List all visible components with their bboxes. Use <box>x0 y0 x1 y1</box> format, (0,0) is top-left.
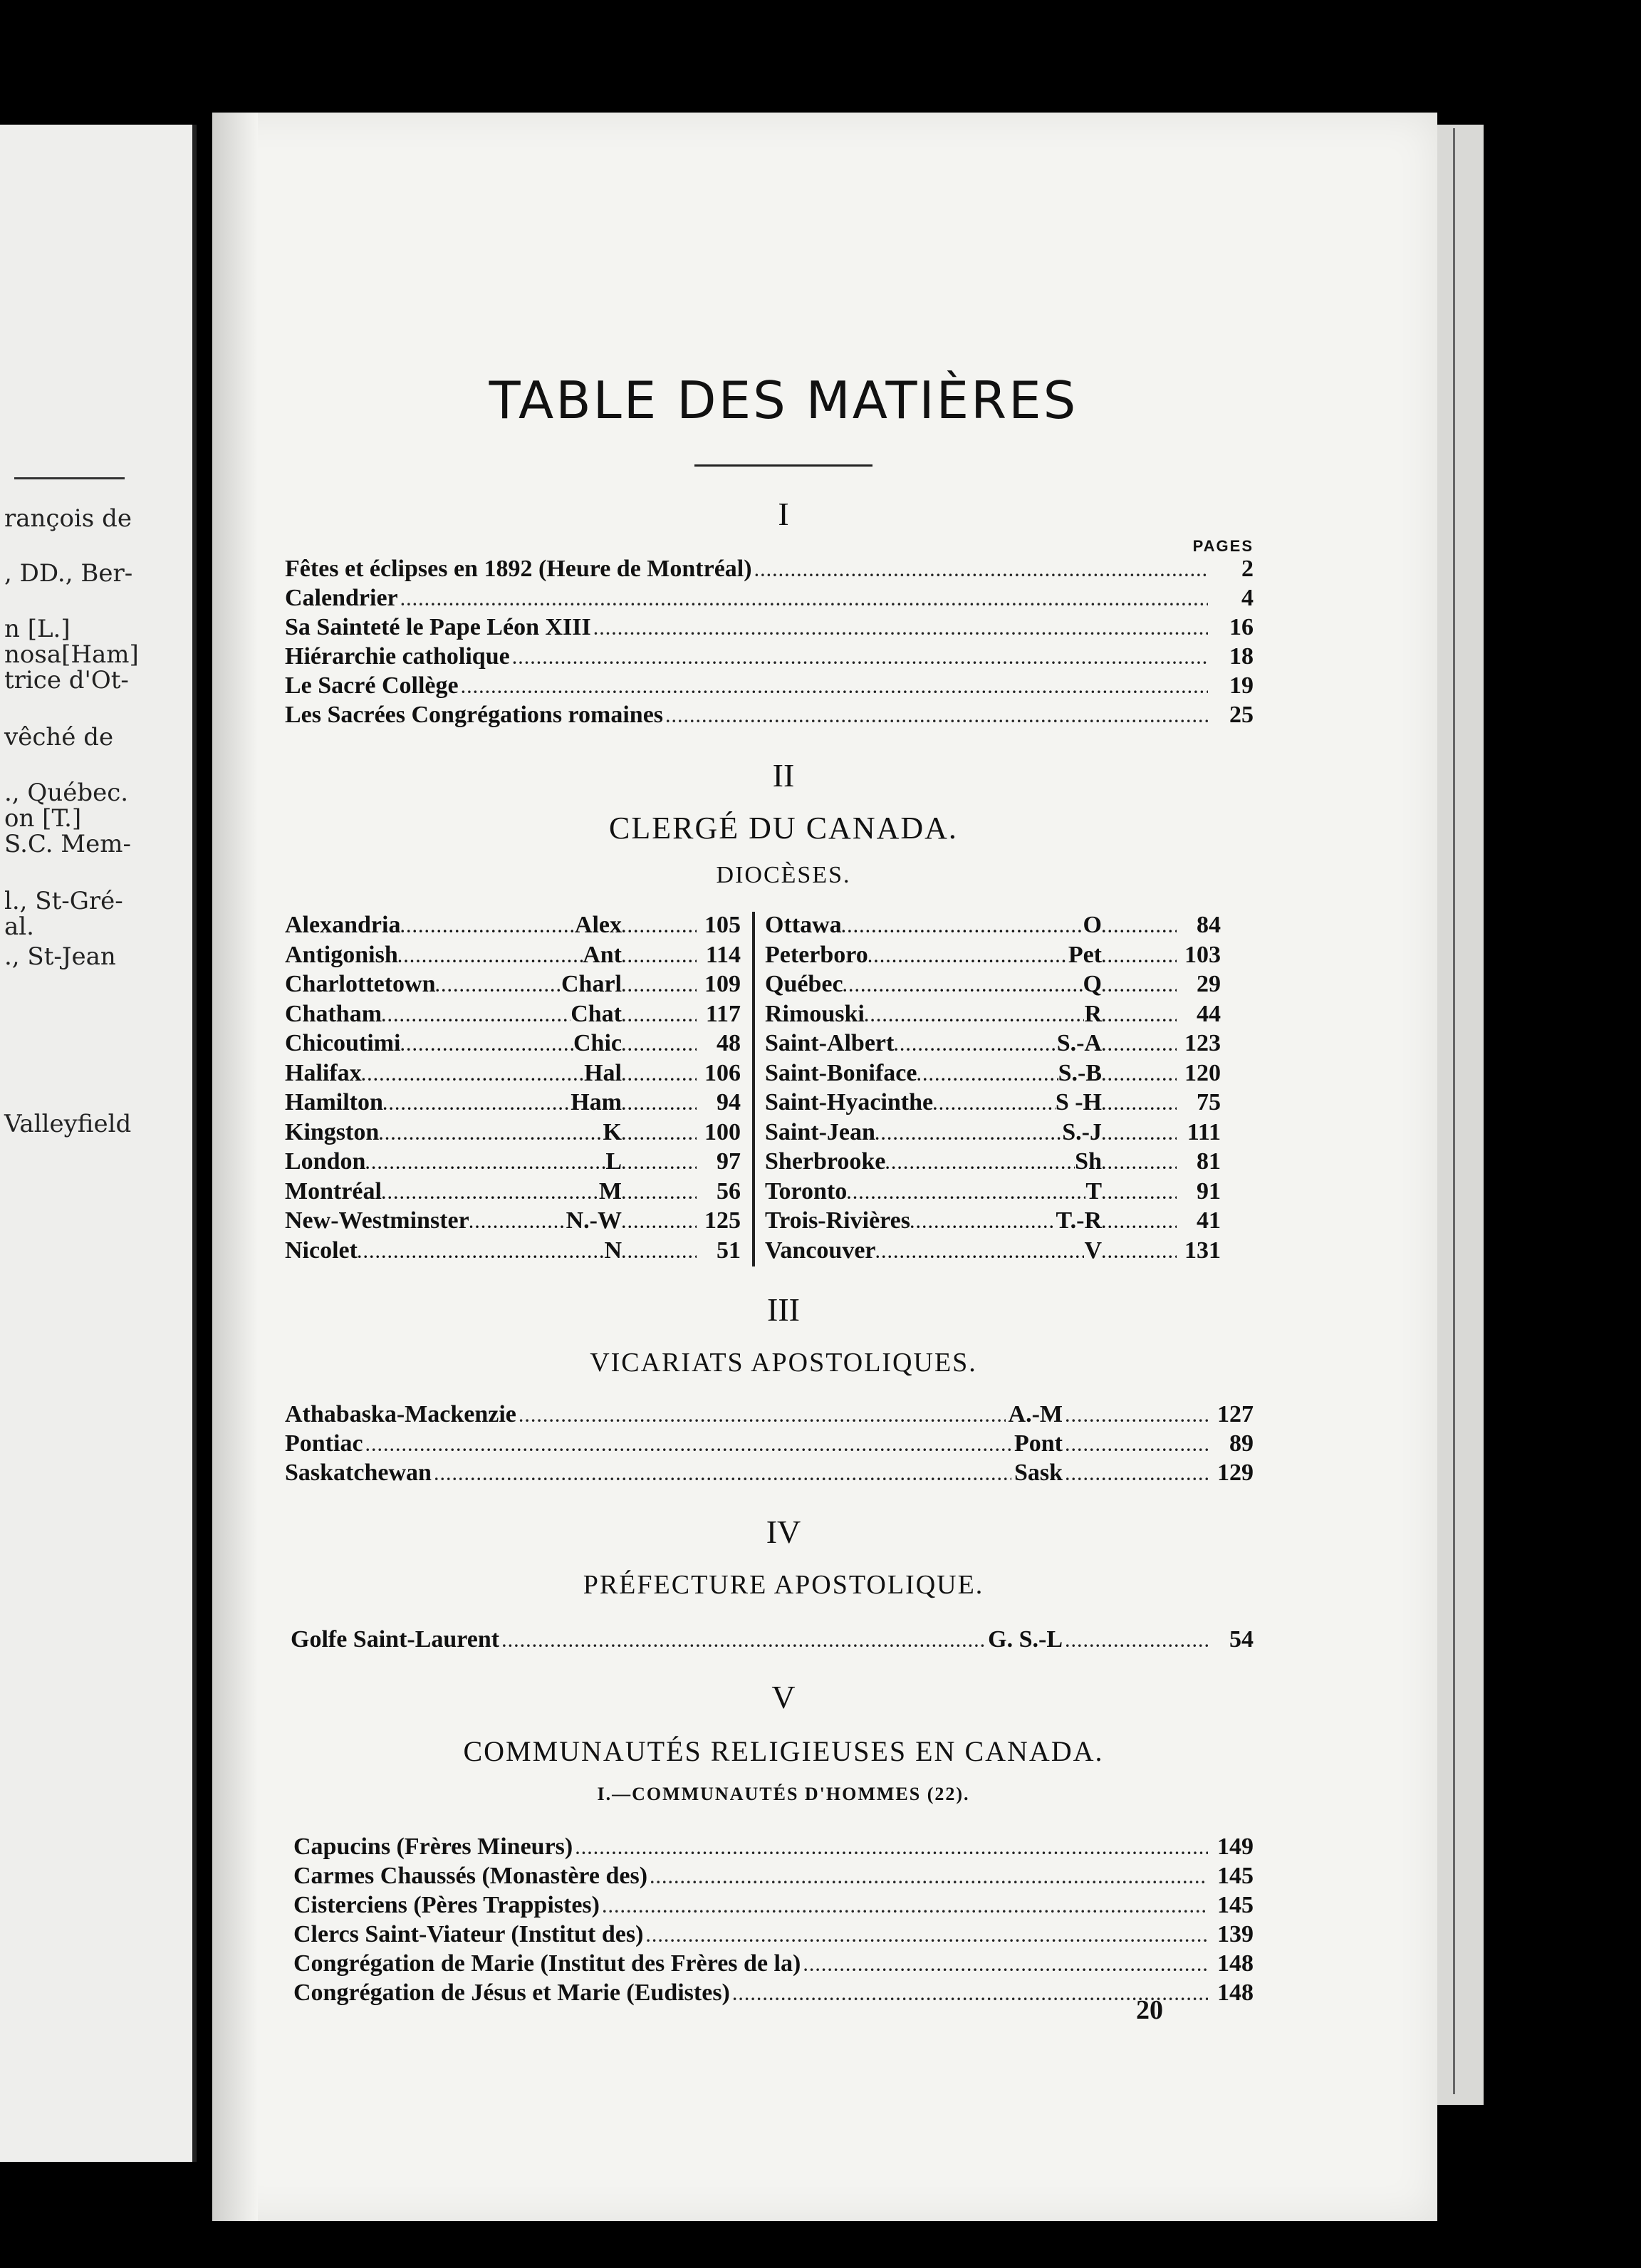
leader-dots <box>1102 1239 1177 1267</box>
leader-dots <box>875 1121 1062 1149</box>
diocese-row <box>765 1119 1221 1149</box>
section-title: CLERGÉ DU CANADA. <box>609 811 958 846</box>
previous-page-line: ., St-Jean <box>4 942 116 971</box>
toc-entry-abbreviation: G. S.-L <box>988 1626 1063 1653</box>
toc-entry <box>285 1460 1254 1489</box>
diocese-row <box>765 971 1221 1001</box>
leader-dots <box>1066 1432 1208 1460</box>
diocese-row <box>285 1119 741 1149</box>
leader-dots <box>379 1121 603 1149</box>
toc-entry-page: 148 <box>1217 1980 1254 2006</box>
leader-dots <box>400 1032 573 1060</box>
section-roman-numeral: IV <box>766 1514 801 1550</box>
diocese-row <box>765 912 1221 942</box>
diocese-row <box>285 1178 741 1208</box>
diocese-page: 81 <box>1197 1148 1221 1175</box>
diocese-abbreviation: Alex <box>574 912 622 938</box>
diocese-page: 117 <box>705 1000 741 1027</box>
diocese-abbreviation: R <box>1084 1000 1102 1027</box>
toc-entry-label: Clercs Saint-Viateur (Institut des) <box>293 1921 644 1947</box>
toc-entry-label: Sa Sainteté le Pape Léon XIII <box>285 614 591 640</box>
diocese-row <box>285 1001 741 1031</box>
toc-entry-page: 25 <box>1229 702 1254 728</box>
leader-dots <box>622 1150 697 1178</box>
diocese-abbreviation: Charl <box>561 971 622 997</box>
toc-entry <box>293 1892 1254 1921</box>
leader-dots <box>842 914 1083 942</box>
leader-dots <box>622 1210 697 1237</box>
toc-entry-page: 89 <box>1229 1430 1254 1457</box>
diocese-page: 100 <box>704 1118 741 1145</box>
leader-dots <box>622 1032 697 1060</box>
diocese-page: 131 <box>1184 1237 1221 1264</box>
diocese-name: Saint-Hyacinthe <box>765 1089 934 1115</box>
diocese-name: Québec <box>765 971 843 997</box>
toc-entry-page: 139 <box>1217 1921 1254 1947</box>
section-4-entries <box>285 1626 1254 1655</box>
diocese-name: Vancouver <box>765 1237 876 1264</box>
leader-dots <box>382 1003 571 1031</box>
diocese-page: 56 <box>717 1177 741 1205</box>
leader-dots <box>1102 944 1177 972</box>
toc-entry-label: Cisterciens (Pères Trappistes) <box>293 1892 600 1918</box>
leader-dots <box>1102 914 1177 942</box>
dioceses-table <box>285 912 1254 1266</box>
leader-dots <box>1102 1091 1177 1119</box>
diocese-name: Trois-Rivières <box>765 1207 910 1234</box>
diocese-abbreviation: Chat <box>571 1000 622 1027</box>
leader-dots <box>622 914 697 942</box>
diocese-page: 44 <box>1197 1000 1221 1027</box>
toc-entry-label: Le Sacré Collège <box>285 672 459 699</box>
leader-dots <box>366 1432 1011 1460</box>
title-rule <box>694 464 872 467</box>
diocese-name: Saint-Jean <box>765 1118 875 1145</box>
toc-entry-label: Congrégation de Marie (Institut des Frères de la) <box>293 1950 801 1977</box>
diocese-row <box>285 1148 741 1178</box>
toc-entry-page: 19 <box>1229 672 1254 699</box>
leader-dots <box>594 616 1208 643</box>
diocese-row <box>285 1060 741 1090</box>
diocese-row <box>285 1030 741 1060</box>
leader-dots <box>622 1239 697 1267</box>
toc-entry-page: 18 <box>1229 643 1254 670</box>
diocese-name: Antigonish <box>285 941 398 968</box>
toc-entry <box>285 702 1254 731</box>
leader-dots <box>1066 1403 1208 1430</box>
toc-entry-page: 2 <box>1241 556 1254 582</box>
diocese-row <box>285 912 741 942</box>
diocese-name: Ottawa <box>765 912 842 938</box>
diocese-row <box>765 1207 1221 1237</box>
leader-dots <box>401 587 1208 614</box>
leader-dots <box>933 1091 1056 1119</box>
diocese-page: 114 <box>705 941 741 968</box>
diocese-row <box>765 1178 1221 1208</box>
leader-dots <box>622 1062 697 1090</box>
diocese-abbreviation: Pet <box>1068 941 1102 968</box>
previous-page-line: al. <box>4 912 34 941</box>
diocese-name: London <box>285 1148 366 1175</box>
diocese-abbreviation: Hal <box>584 1059 622 1086</box>
diocese-abbreviation: S -H <box>1055 1089 1102 1115</box>
leader-dots <box>1102 1150 1177 1178</box>
diocese-name: Halifax <box>285 1059 362 1086</box>
toc-entry <box>285 614 1254 643</box>
previous-page-rule <box>14 477 125 479</box>
leader-dots <box>1102 1062 1177 1090</box>
leader-dots <box>519 1403 1006 1430</box>
diocese-page: 123 <box>1184 1030 1221 1056</box>
leader-dots <box>876 1239 1085 1267</box>
diocese-name: Sherbrooke <box>765 1148 886 1175</box>
diocese-name: Peterboro <box>765 941 868 968</box>
toc-entry <box>285 585 1254 614</box>
toc-entry <box>285 1401 1254 1430</box>
diocese-name: Kingston <box>285 1118 380 1145</box>
toc-entry-label: Carmes Chaussés (Monastère des) <box>293 1863 648 1889</box>
diocese-page: 91 <box>1197 1177 1221 1205</box>
diocese-abbreviation: N <box>604 1237 622 1264</box>
leader-dots <box>868 944 1068 972</box>
leader-dots <box>398 944 583 972</box>
diocese-row <box>765 1060 1221 1090</box>
previous-page-line: n [L.] <box>4 615 71 643</box>
diocese-abbreviation: Ham <box>571 1089 622 1115</box>
toc-entry <box>285 672 1254 702</box>
toc-entry-page: 145 <box>1217 1892 1254 1918</box>
leader-dots <box>622 1121 697 1149</box>
diocese-name: Hamilton <box>285 1089 383 1115</box>
diocese-page: 48 <box>717 1030 741 1056</box>
diocese-name: Saint-Albert <box>765 1030 895 1056</box>
toc-entry-page: 148 <box>1217 1950 1254 1977</box>
diocese-row <box>285 1089 741 1119</box>
leader-dots <box>622 1180 697 1208</box>
leader-dots <box>382 1180 599 1208</box>
toc-entry-label: Golfe Saint-Laurent <box>291 1626 500 1653</box>
leader-dots <box>575 1836 1208 1863</box>
toc-entry <box>293 1921 1254 1950</box>
toc-entry <box>285 1430 1254 1460</box>
diocese-page: 120 <box>1184 1059 1221 1086</box>
previous-page-line: S.C. Mem- <box>4 830 131 858</box>
leader-dots <box>622 973 697 1001</box>
section-1-entries <box>285 556 1254 731</box>
diocese-abbreviation: S.-B <box>1058 1059 1102 1086</box>
leader-dots <box>646 1923 1208 1950</box>
leader-dots <box>1066 1628 1208 1655</box>
toc-entry-page: 54 <box>1229 1626 1254 1653</box>
toc-entry-page: 4 <box>1241 585 1254 611</box>
table-of-contents <box>285 370 1254 2009</box>
toc-entry-label: Capucins (Frères Mineurs) <box>293 1833 573 1860</box>
leader-dots <box>885 1150 1075 1178</box>
previous-page-fragment <box>0 125 197 2162</box>
leader-dots <box>362 1062 584 1090</box>
diocese-abbreviation: Ant <box>583 941 622 968</box>
leader-dots <box>383 1091 571 1119</box>
section-title: PRÉFECTURE APOSTOLIQUE. <box>583 1570 984 1600</box>
leader-dots <box>1102 1003 1177 1031</box>
diocese-abbreviation: L <box>605 1148 622 1175</box>
toc-entry-page: 16 <box>1229 614 1254 640</box>
toc-entry-label: Saskatchewan <box>285 1460 432 1486</box>
leader-dots <box>1066 1462 1208 1489</box>
section-subtitle: DIOCÈSES. <box>716 862 851 888</box>
diocese-page: 75 <box>1197 1089 1221 1115</box>
section-title: COMMUNAUTÉS RELIGIEUSES EN CANADA. <box>463 1735 1104 1767</box>
diocese-abbreviation: K <box>603 1118 622 1145</box>
leader-dots <box>469 1210 566 1237</box>
toc-entry-label: Congrégation de Jésus et Marie (Eudistes) <box>293 1980 730 2006</box>
toc-entry-page: 149 <box>1217 1833 1254 1860</box>
diocese-page: 111 <box>1187 1118 1221 1145</box>
diocese-page: 105 <box>704 912 741 938</box>
toc-entry-abbreviation: Pont <box>1014 1430 1063 1457</box>
toc-entry-abbreviation: Sask <box>1014 1460 1063 1486</box>
leader-dots <box>1102 1210 1177 1237</box>
diocese-name: Rimouski <box>765 1000 865 1027</box>
diocese-page: 109 <box>704 971 741 997</box>
previous-page-line: trice d'Ot- <box>4 666 129 695</box>
diocese-name: Chatham <box>285 1000 382 1027</box>
diocese-name: Saint-Boniface <box>765 1059 917 1086</box>
section-3-entries <box>285 1401 1254 1489</box>
diocese-page: 94 <box>717 1089 741 1115</box>
diocese-abbreviation: S.-J <box>1062 1118 1102 1145</box>
diocese-abbreviation: V <box>1084 1237 1102 1264</box>
previous-page-line: nosa[Ham] <box>4 640 139 669</box>
leader-dots <box>666 704 1208 731</box>
toc-entry <box>293 1863 1254 1892</box>
leader-dots <box>843 973 1083 1001</box>
diocese-page: 51 <box>717 1237 741 1264</box>
toc-entry <box>293 1833 1254 1863</box>
leader-dots <box>400 914 574 942</box>
leader-dots <box>502 1628 985 1655</box>
page-number: 20 <box>1136 1995 1163 2025</box>
leader-dots <box>436 973 561 1001</box>
diocese-abbreviation: Q <box>1083 971 1102 997</box>
diocese-page: 125 <box>704 1207 741 1234</box>
previous-page-line: l., St-Gré- <box>4 887 123 915</box>
leader-dots <box>513 645 1208 672</box>
diocese-page: 97 <box>717 1148 741 1175</box>
diocese-name: Toronto <box>765 1177 848 1205</box>
diocese-abbreviation: Sh <box>1075 1148 1102 1175</box>
diocese-name: Montréal <box>285 1177 382 1205</box>
previous-page-line: ., Québec. <box>4 779 129 807</box>
section-subtitle: I.—COMMUNAUTÉS D'HOMMES (22). <box>597 1784 970 1804</box>
toc-entry-label: Pontiac <box>285 1430 363 1457</box>
diocese-row <box>285 1207 741 1237</box>
diocese-page: 41 <box>1197 1207 1221 1234</box>
section-title: VICARIATS APOSTOLIQUES. <box>590 1348 977 1378</box>
leader-dots <box>1102 1032 1177 1060</box>
diocese-page: 106 <box>704 1059 741 1086</box>
leader-dots <box>434 1462 1011 1489</box>
leader-dots <box>622 1091 697 1119</box>
diocese-abbreviation: M <box>598 1177 622 1205</box>
diocese-abbreviation: T.-R <box>1056 1207 1102 1234</box>
leader-dots <box>894 1032 1056 1060</box>
diocese-abbreviation: Chic <box>573 1030 622 1056</box>
diocese-row <box>285 1237 741 1267</box>
diocese-row <box>765 942 1221 972</box>
diocese-abbreviation: O <box>1083 912 1102 938</box>
toc-entry <box>291 1626 1254 1655</box>
page-title: TABLE DES MATIÈRES <box>489 370 1078 430</box>
leader-dots <box>603 1894 1208 1921</box>
leader-dots <box>622 944 697 972</box>
leader-dots <box>1102 1121 1177 1149</box>
leader-dots <box>865 1003 1085 1031</box>
toc-entry-page: 127 <box>1217 1401 1254 1427</box>
leader-dots <box>358 1239 604 1267</box>
toc-entry-page: 129 <box>1217 1460 1254 1486</box>
section-roman-numeral: V <box>771 1679 796 1715</box>
toc-entry <box>285 556 1254 585</box>
leader-dots <box>917 1062 1058 1090</box>
diocese-abbreviation: N.-W <box>566 1207 622 1234</box>
dioceses-left-column <box>285 912 741 1266</box>
diocese-name: Nicolet <box>285 1237 358 1264</box>
diocese-row <box>765 1237 1221 1267</box>
section-roman-numeral: I <box>778 496 789 532</box>
section-5-entries <box>285 1833 1254 2009</box>
diocese-abbreviation: T <box>1085 1177 1102 1205</box>
toc-entry-label: Calendrier <box>285 585 398 611</box>
leader-dots <box>803 1952 1208 1980</box>
diocese-row <box>285 942 741 972</box>
pages-column-label: PAGES <box>1192 537 1254 555</box>
previous-page-line: , DD., Ber- <box>4 559 133 588</box>
diocese-name: Chicoutimi <box>285 1030 401 1056</box>
toc-entry <box>293 1980 1254 2009</box>
section-roman-numeral: III <box>767 1291 800 1328</box>
leader-dots <box>847 1180 1085 1208</box>
section-roman-numeral: II <box>772 757 795 794</box>
page-edge-line <box>1453 128 1455 2094</box>
previous-page-line: Valleyfield <box>4 1110 132 1138</box>
toc-entry-label: Les Sacrées Congrégations romaines <box>285 702 664 728</box>
toc-entry-abbreviation: A.-M <box>1008 1401 1063 1427</box>
toc-entry-label: Fêtes et éclipses en 1892 (Heure de Montréal) <box>285 556 752 582</box>
diocese-row <box>285 971 741 1001</box>
previous-page-line: vêché de <box>4 723 114 751</box>
diocese-row <box>765 1148 1221 1178</box>
leader-dots <box>755 558 1208 585</box>
diocese-row <box>765 1030 1221 1060</box>
previous-page-line: on [T.] <box>4 804 82 833</box>
leader-dots <box>1102 1180 1177 1208</box>
toc-entry-label: Athabaska-Mackenzie <box>285 1401 516 1427</box>
toc-entry-label: Hiérarchie catholique <box>285 643 510 670</box>
column-divider <box>752 912 755 1266</box>
leader-dots <box>365 1150 605 1178</box>
diocese-page: 84 <box>1197 912 1221 938</box>
leader-dots <box>462 675 1208 702</box>
diocese-row <box>765 1089 1221 1119</box>
diocese-abbreviation: S.-A <box>1056 1030 1102 1056</box>
diocese-row <box>765 1001 1221 1031</box>
leader-dots <box>650 1865 1208 1892</box>
diocese-name: Charlottetown <box>285 971 436 997</box>
toc-entry-page: 145 <box>1217 1863 1254 1889</box>
leader-dots <box>622 1003 697 1031</box>
diocese-name: New-Westminster <box>285 1207 469 1234</box>
previous-page-line: rançois de <box>4 504 132 533</box>
leader-dots <box>910 1210 1056 1237</box>
toc-entry <box>293 1950 1254 1980</box>
leader-dots <box>1102 973 1177 1001</box>
diocese-page: 29 <box>1197 971 1221 997</box>
diocese-page: 103 <box>1184 941 1221 968</box>
page-gutter-shadow <box>212 113 258 2221</box>
diocese-name: Alexandria <box>285 912 401 938</box>
dioceses-right-column <box>765 912 1221 1266</box>
toc-entry <box>285 643 1254 672</box>
